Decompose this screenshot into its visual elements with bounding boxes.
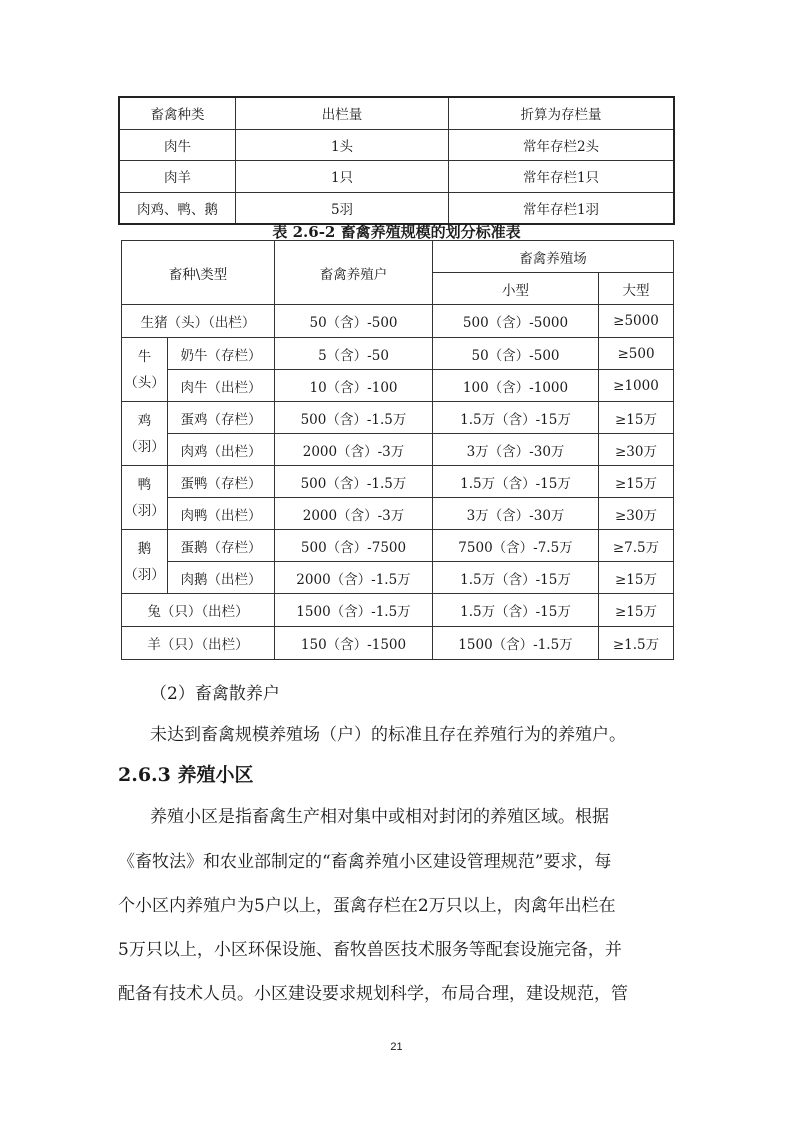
table-cell: 2000（含）-3万 <box>275 434 433 466</box>
paragraph-line: 《畜牧法》和农业部制定的“畜禽养殖小区建设管理规范”要求，每 <box>118 852 612 872</box>
table-cell: 5（含）-50 <box>275 338 433 370</box>
table-cell: 兔（只）（出栏） <box>122 594 275 627</box>
table-row <box>122 434 674 466</box>
table-cell: 蛋鹅（存栏） <box>168 530 275 562</box>
table-cell: ≥7.5万 <box>599 530 674 562</box>
table-cell: 奶牛（存栏） <box>168 338 275 370</box>
table-cell: 1头 <box>236 129 449 161</box>
table-header-row <box>119 97 674 129</box>
table-cell: 肉鸡、鸭、鹅 <box>119 192 236 224</box>
table-cell: 1.5万（含）-15万 <box>433 402 599 434</box>
table-cell: 肉羊 <box>119 161 236 193</box>
table-cell: 生猪（头）（出栏） <box>122 305 275 338</box>
table-cell: 1.5万（含）-15万 <box>433 562 599 594</box>
table-cell: ≥5000 <box>599 305 674 338</box>
table-cell: 肉鹅（出栏） <box>168 562 275 594</box>
paragraph: 未达到畜禽规模养殖场（户）的标准且存在养殖行为的养殖户。 <box>150 725 626 745</box>
table-cell: 1500（含）-1.5万 <box>433 627 599 660</box>
table-header: 畜禽养殖场 <box>433 241 674 273</box>
table-cell: 肉鸡（出栏） <box>168 434 275 466</box>
table-cell: 150（含）-1500 <box>275 627 433 660</box>
table-cell: 蛋鸡（存栏） <box>168 402 275 434</box>
table-cell: ≥1.5万 <box>599 627 674 660</box>
table-cell: 常年存栏2头 <box>449 129 675 161</box>
table-header: 折算为存栏量 <box>449 97 675 129</box>
table-cell: 500（含）-1.5万 <box>275 402 433 434</box>
table-cell: ≥30万 <box>599 498 674 530</box>
table-cell: 3万（含）-30万 <box>433 498 599 530</box>
table-header: 出栏量 <box>236 97 449 129</box>
paragraph-line: 养殖小区是指畜禽生产相对集中或相对封闭的养殖区域。根据 <box>150 807 609 827</box>
table-row <box>122 530 674 562</box>
table-cell: 常年存栏1羽 <box>449 192 675 224</box>
subsection-label: （2）畜禽散养户 <box>150 684 280 704</box>
table-row <box>122 402 674 434</box>
table-cell: ≥15万 <box>599 402 674 434</box>
table-row <box>122 305 674 338</box>
table-header: 小型 <box>433 273 599 305</box>
table-cell: 500（含）-5000 <box>433 305 599 338</box>
table-cell: 500（含）-7500 <box>275 530 433 562</box>
page-number: 21 <box>390 1041 403 1053</box>
paragraph-line: 5万只以上，小区环保设施、畜牧兽医技术服务等配套设施完备，并 <box>118 940 622 960</box>
table-cell: 1.5万（含）-15万 <box>433 594 599 627</box>
table-row <box>122 498 674 530</box>
table-header: 畜种\类型 <box>122 241 275 305</box>
table-row <box>122 370 674 402</box>
table-cell: ≥1000 <box>599 370 674 402</box>
group-cell: 鸭 （羽） <box>122 466 168 530</box>
table-row <box>122 338 674 370</box>
group-cell: 鸡 （羽） <box>122 402 168 466</box>
table-cell: 肉鸭（出栏） <box>168 498 275 530</box>
table-caption: 表 2.6-2 畜禽养殖规模的划分标准表 <box>272 223 521 241</box>
table-cell: 50（含）-500 <box>433 338 599 370</box>
table-cell: 50（含）-500 <box>275 305 433 338</box>
table-row <box>119 129 674 161</box>
table-cell: 7500（含）-7.5万 <box>433 530 599 562</box>
table-cell: 1500（含）-1.5万 <box>275 594 433 627</box>
table-row <box>122 466 674 498</box>
table-cell: ≥500 <box>599 338 674 370</box>
table-cell: 2000（含）-1.5万 <box>275 562 433 594</box>
table-cell: 500（含）-1.5万 <box>275 466 433 498</box>
table-cell: 羊（只）（出栏） <box>122 627 275 660</box>
conversion-table <box>118 96 675 225</box>
table-cell: 10（含）-100 <box>275 370 433 402</box>
table-row <box>119 161 674 193</box>
table-cell: 蛋鸭（存栏） <box>168 466 275 498</box>
table-row <box>122 562 674 594</box>
scale-standard-table <box>121 240 674 660</box>
table-row <box>122 627 674 660</box>
table-header: 畜禽种类 <box>119 97 236 129</box>
table-row <box>119 192 674 224</box>
table-header: 畜禽养殖户 <box>275 241 433 305</box>
table-cell: 肉牛 <box>119 129 236 161</box>
table-cell: 肉牛（出栏） <box>168 370 275 402</box>
table-cell: 2000（含）-3万 <box>275 498 433 530</box>
table-cell: 100（含）-1000 <box>433 370 599 402</box>
paragraph-line: 配备有技术人员。小区建设要求规划科学，布局合理，建设规范，管 <box>118 984 628 1004</box>
table-cell: ≥15万 <box>599 466 674 498</box>
table-cell: 3万（含）-30万 <box>433 434 599 466</box>
section-heading: 2.6.3 养殖小区 <box>118 764 254 786</box>
table-cell: 5羽 <box>236 192 449 224</box>
table-cell: 1只 <box>236 161 449 193</box>
table-cell: 1.5万（含）-15万 <box>433 466 599 498</box>
table-cell: ≥15万 <box>599 562 674 594</box>
table-cell: ≥15万 <box>599 594 674 627</box>
table-cell: ≥30万 <box>599 434 674 466</box>
group-cell: 牛 （头） <box>122 338 168 402</box>
table-cell: 常年存栏1只 <box>449 161 675 193</box>
table-header-row <box>122 241 674 273</box>
group-cell: 鹅 （羽） <box>122 530 168 594</box>
table-header: 大型 <box>599 273 674 305</box>
paragraph-line: 个小区内养殖户为5户以上，蛋禽存栏在2万只以上，肉禽年出栏在 <box>118 896 616 916</box>
table-row <box>122 594 674 627</box>
